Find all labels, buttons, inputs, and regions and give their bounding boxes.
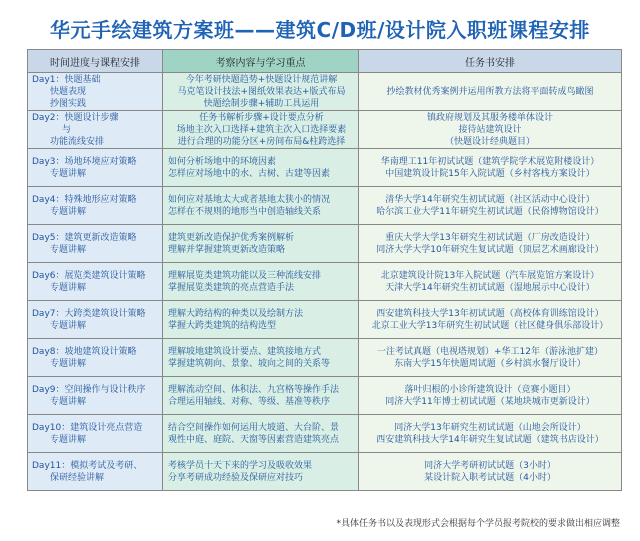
task-line: 华南理工11年初试试题（建筑学院学术展览附楼设计） xyxy=(380,156,600,167)
day-line: Day5：建筑更新改造策略 xyxy=(32,232,137,243)
task-line: 哈尔滨工业大学11年研究生初试试题（民俗博物馆设计） xyxy=(376,206,604,217)
day-line: Day8：坡地建筑设计策略 xyxy=(32,346,137,357)
day-cell xyxy=(28,73,163,111)
focus-line: 怎样应对场地中的水、古树、古建等因素 xyxy=(168,168,331,179)
focus-cell xyxy=(163,149,359,187)
day-line: Day3：场地环境应对策略 xyxy=(32,156,137,167)
task-line: 中国建筑设计院15年入院试题（乡村客栈方案设计） xyxy=(385,168,595,179)
table-row xyxy=(28,187,622,225)
day-cell xyxy=(28,187,163,225)
focus-cell xyxy=(163,73,359,111)
task-line: 西安建筑科技大学14年研究生复试试题（建筑书店设计） xyxy=(376,434,604,445)
day-cell xyxy=(28,301,163,339)
task-line: 抄绘教材优秀案例并运用所教方法将平面转成鸟瞰图 xyxy=(386,86,594,97)
day-line: Day11：模拟考试及考研、 xyxy=(32,460,143,471)
table-row xyxy=(28,263,622,301)
focus-line: 今年考研快题趋势+快题设计规范讲解 xyxy=(185,74,338,85)
focus-line: 观性中庭、庭院、天窗等因素营造建筑亮点 xyxy=(168,434,340,445)
day-cell xyxy=(28,149,163,187)
table-row xyxy=(28,149,622,187)
task-line: 同济大学13年研究生初试试题（山地会所设计） xyxy=(394,422,586,433)
focus-cell xyxy=(163,263,359,301)
day-cell xyxy=(28,263,163,301)
task-line: （快题设计经典题目） xyxy=(444,136,535,147)
focus-line: 掌握展览类建筑的亮点营造手法 xyxy=(168,282,295,293)
header-focus: 考察内容与学习重点 xyxy=(163,50,359,73)
day-cell xyxy=(28,111,163,149)
focus-line: 如何分析场地中的环境因素 xyxy=(168,156,277,167)
day-line: 专题讲解 xyxy=(50,358,87,369)
focus-line: 怎样在不规则的地形当中创造轴线关系 xyxy=(168,206,322,217)
table-row xyxy=(28,111,622,149)
table-row xyxy=(28,73,622,111)
day-line: 专题讲解 xyxy=(50,396,87,407)
day-cell xyxy=(28,339,163,377)
focus-line: 理解坡地建筑设计要点、建筑接地方式 xyxy=(168,346,322,357)
task-cell xyxy=(359,111,622,149)
task-line: 重庆大学大学13年研究生初试试题（厂房改造设计） xyxy=(385,232,595,243)
task-line: 北京工业大学13年研究生初试试题（社区健身俱乐部设计） xyxy=(371,320,609,331)
focus-cell xyxy=(163,377,359,415)
day-line: 专题讲解 xyxy=(50,206,87,217)
table-row xyxy=(28,225,622,263)
focus-line: 建筑更新改造保护优秀案例解析 xyxy=(168,232,295,243)
day-line: Day7：大跨类建筑设计策略 xyxy=(32,308,146,319)
focus-line: 结合空间操作如何运用大坡道、大台阶、景 xyxy=(168,422,340,433)
task-cell xyxy=(359,225,622,263)
day-line: Day6：展览类建筑设计策略 xyxy=(32,270,146,281)
day-line: 专题讲解 xyxy=(50,434,87,445)
table-row xyxy=(28,377,622,415)
task-cell xyxy=(359,187,622,225)
focus-cell xyxy=(163,225,359,263)
focus-cell xyxy=(163,339,359,377)
focus-cell xyxy=(163,415,359,453)
task-cell xyxy=(359,149,622,187)
header-progress: 时间进度与课程安排 xyxy=(28,50,163,73)
day-line: Day9：空间操作与设计秩序 xyxy=(32,384,146,395)
focus-line: 如何应对基地太大或者基地太狭小的情况 xyxy=(168,194,331,205)
task-line: 一注考试真题（电视塔规划）+华工12年（游泳池扩建） xyxy=(377,346,603,357)
day-line: 功能流线安排 xyxy=(50,136,105,147)
footnote: *具体任务书以及表现形式会根据每个学员报考院校的要求做出相应调整 xyxy=(336,519,620,529)
task-cell xyxy=(359,339,622,377)
focus-line: 理解流动空间、体积法、九宫格等操作手法 xyxy=(168,384,340,395)
task-cell xyxy=(359,301,622,339)
schedule-table xyxy=(27,49,622,491)
task-line: 落叶归根的小诊所建筑设计（竞赛小题目） xyxy=(404,384,576,395)
focus-line: 理解并掌握建筑更新改造策略 xyxy=(168,244,286,255)
focus-line: 掌握大跨类建筑的结构选型 xyxy=(168,320,277,331)
task-line: 天津大学14年研究生初试试题（湿地展示中心设计） xyxy=(385,282,595,293)
day-cell xyxy=(28,225,163,263)
focus-cell xyxy=(163,111,359,149)
day-line: 抄图实践 xyxy=(50,98,87,109)
task-cell xyxy=(359,415,622,453)
task-cell xyxy=(359,377,622,415)
task-line: 东南大学15年快题周试题（乡村滨水餐厅设计） xyxy=(394,358,586,369)
task-line: 清华大学14年研究生初试试题（社区活动中心设计） xyxy=(385,194,595,205)
day-line: 保研经验讲解 xyxy=(50,472,105,483)
task-cell xyxy=(359,453,622,491)
focus-line: 理解大跨结构的种类以及绘制方法 xyxy=(168,308,304,319)
task-line: 同济大学11年博士初试试题（某地块城市更新设计） xyxy=(385,396,595,407)
day-cell xyxy=(28,377,163,415)
task-cell xyxy=(359,263,622,301)
table-row xyxy=(28,339,622,377)
table-row xyxy=(28,301,622,339)
focus-cell xyxy=(163,187,359,225)
day-line: 专题讲解 xyxy=(50,282,87,293)
focus-line: 任务书解析步骤+设计要点分析 xyxy=(199,112,324,123)
focus-line: 掌握建筑朝向、景象、坡向之间的关系等 xyxy=(168,358,331,369)
task-cell xyxy=(359,73,622,111)
day-line: 专题讲解 xyxy=(50,168,87,179)
focus-line: 考核学员十天下来的学习及吸收效果 xyxy=(168,460,313,471)
day-line: 快题表现 xyxy=(50,86,87,97)
table-header-row xyxy=(28,50,622,73)
table-row xyxy=(28,415,622,453)
page-title: 华元手绘建筑方案班——建筑C/D班/设计院入职班课程安排 xyxy=(50,18,590,42)
task-line: 镇政府规划及其服务楼单体设计 xyxy=(426,112,553,123)
focus-line: 分享考研成功经验及保研应对技巧 xyxy=(168,472,304,483)
day-line: 与 xyxy=(62,124,72,135)
focus-line: 快题绘制步骤+辅助工具运用 xyxy=(203,98,320,109)
day-cell xyxy=(28,453,163,491)
task-line: 同济大学考研初试试题（3小时） xyxy=(424,460,556,471)
header-tasks: 任务书安排 xyxy=(359,50,622,73)
focus-line: 理解展览类建筑功能以及三种流线安排 xyxy=(168,270,322,281)
focus-line: 合理运用轴线、对称、等级、基准等秩序 xyxy=(168,396,331,407)
day-cell xyxy=(28,415,163,453)
day-line: Day10：建筑设计亮点营造 xyxy=(32,422,143,433)
task-line: 同济大学大学10年研究生复试试题（顶层艺术画廊设计） xyxy=(376,244,604,255)
day-line: 专题讲解 xyxy=(50,320,87,331)
table-row xyxy=(28,453,622,491)
day-line: Day4：特殊地形应对策略 xyxy=(32,194,137,205)
task-line: 西安建筑科技大学13年初试试题（高校体育训练馆设计） xyxy=(376,308,604,319)
task-line: 接待站建筑设计 xyxy=(458,124,522,135)
focus-cell xyxy=(163,301,359,339)
day-line: Day1：快题基础 xyxy=(32,74,101,85)
task-line: 某设计院入职考试试题（4小时） xyxy=(424,472,556,483)
focus-line: 进行合理的功能分区+房间布局&柱跨选择 xyxy=(177,136,346,147)
day-line: 专题讲解 xyxy=(50,244,87,255)
focus-line: 马克笔设计技法+图纸效果表达+版式布局 xyxy=(177,86,346,97)
day-line: Day2：快题设计步骤 xyxy=(32,112,119,123)
task-line: 北京建筑设计院13年入院试题（汽车展览馆方案设计） xyxy=(380,270,600,281)
focus-cell xyxy=(163,453,359,491)
focus-line: 场地主次入口选择+建筑主次入口选择要素 xyxy=(176,124,347,135)
